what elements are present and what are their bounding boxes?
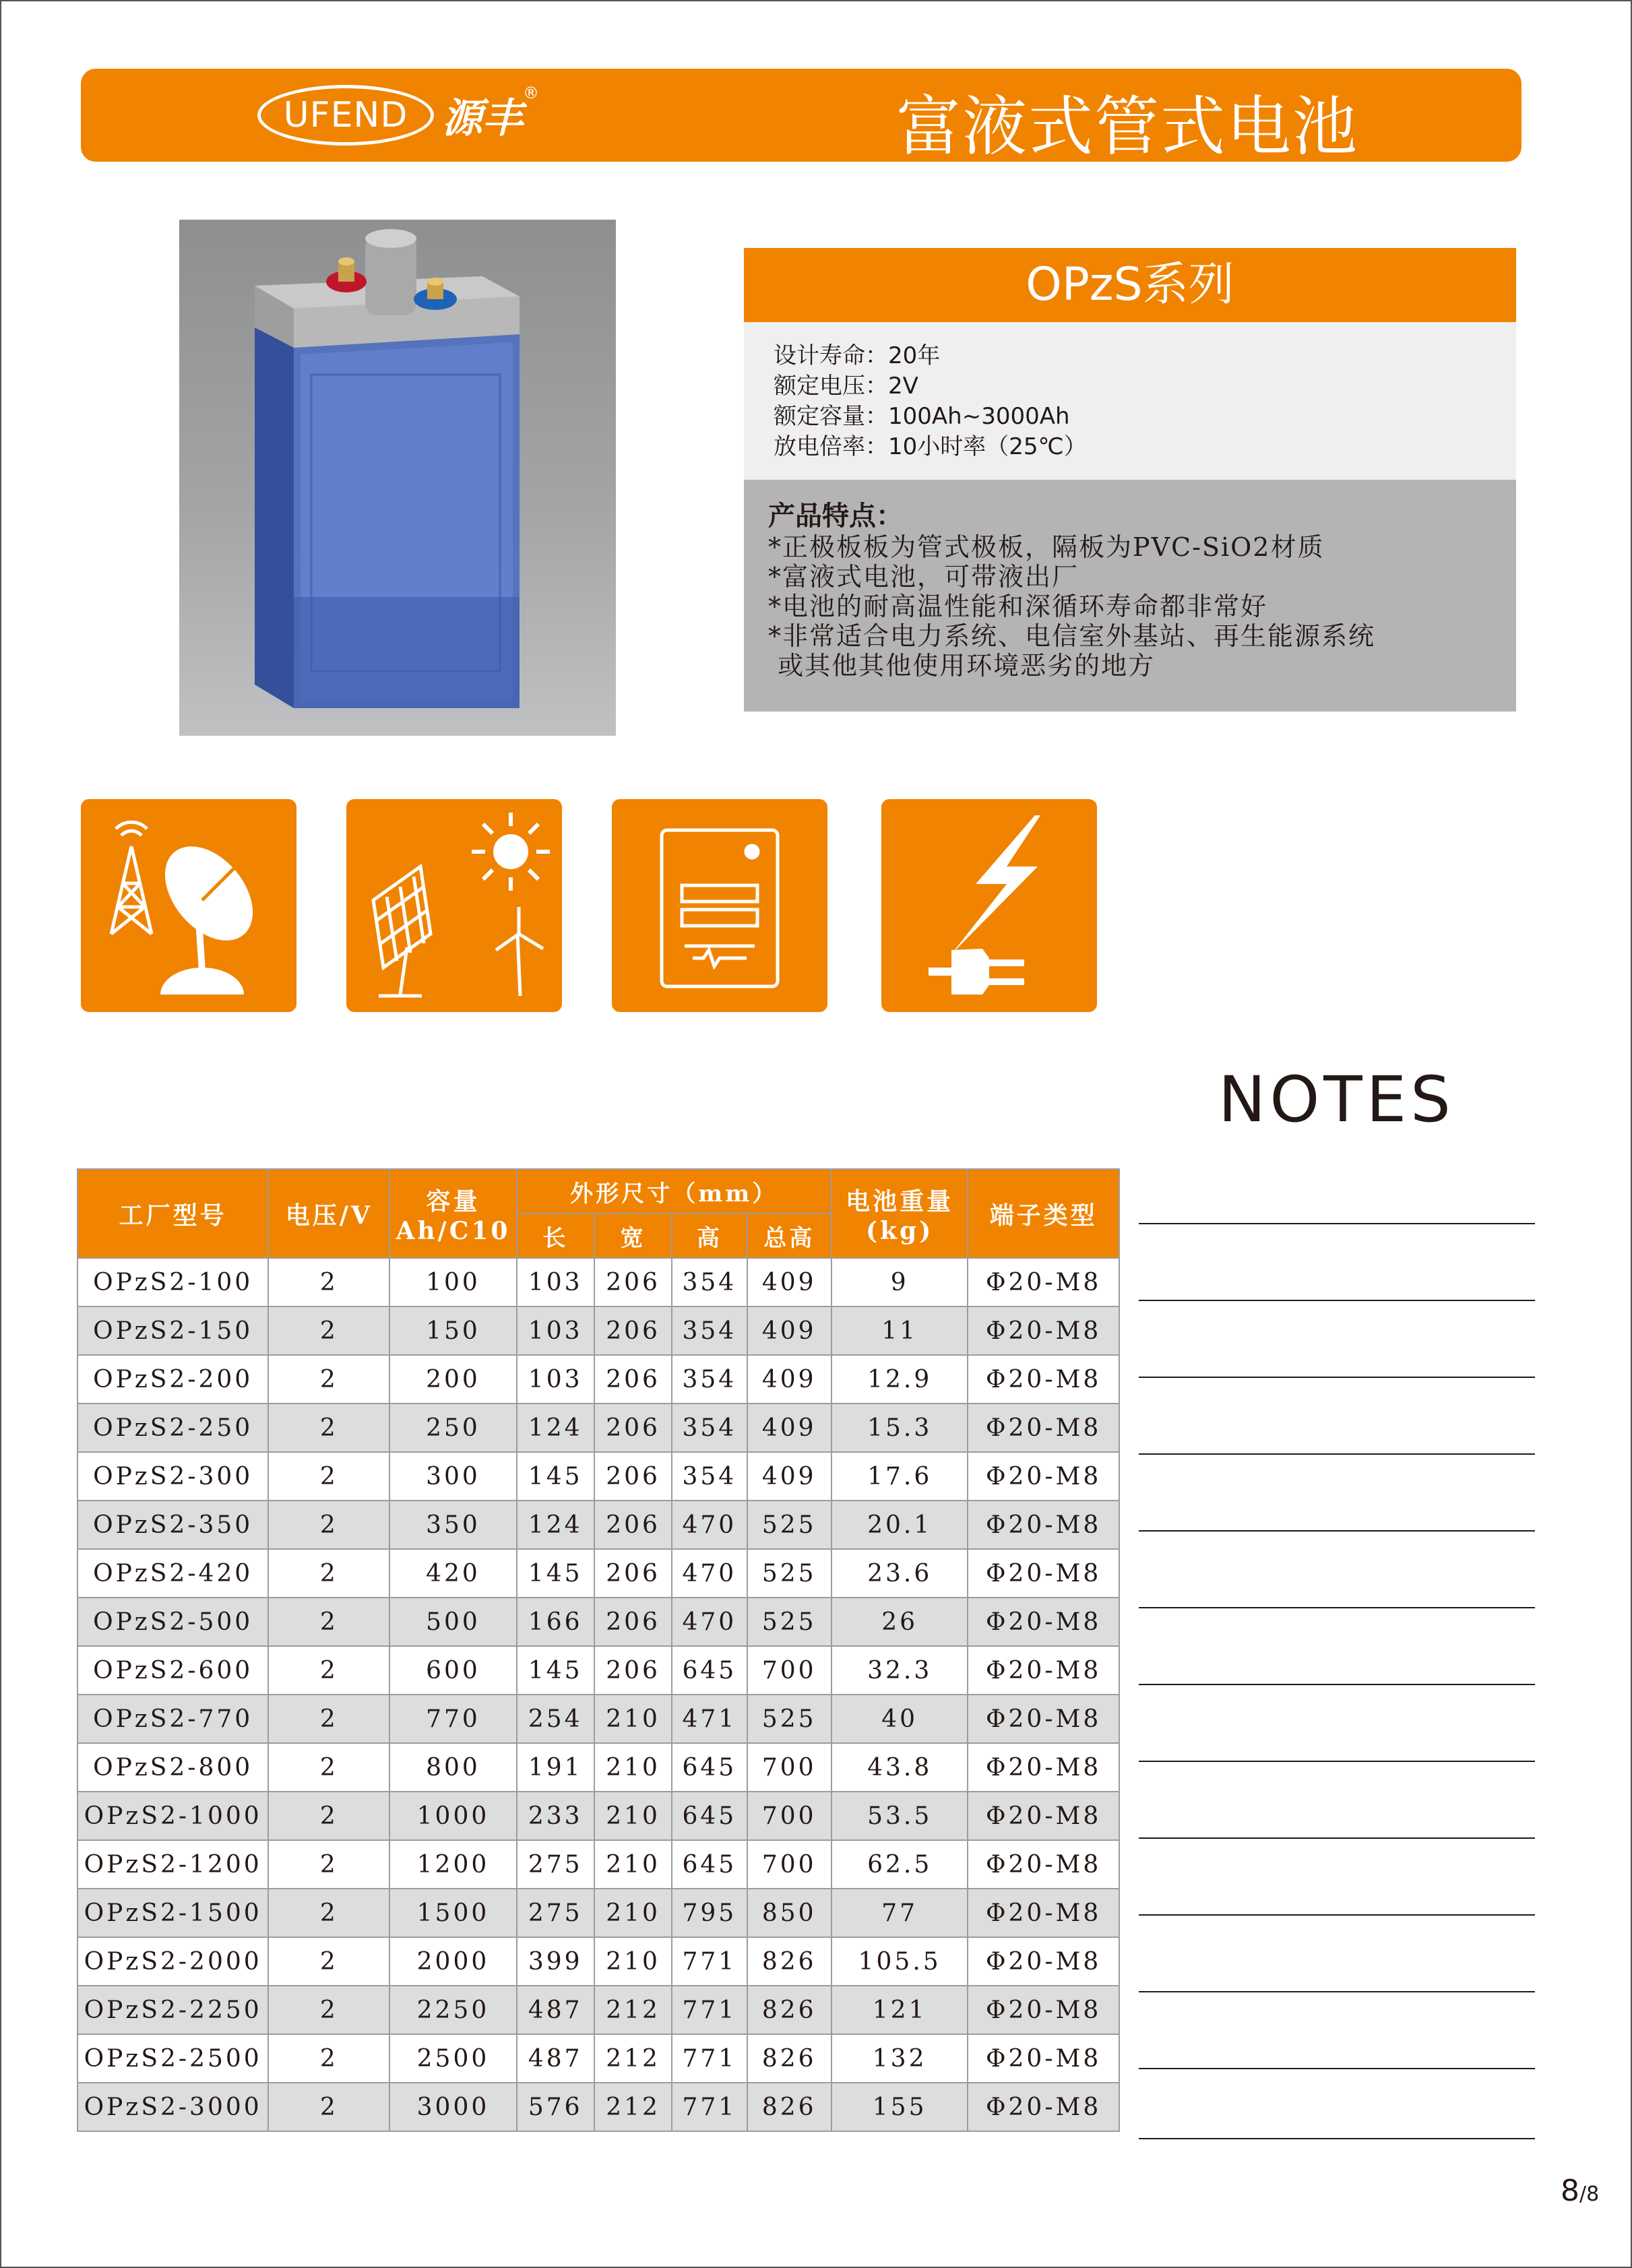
brand-logo — [257, 85, 539, 146]
cell-length: 191 — [517, 1743, 594, 1792]
cell-width: 212 — [594, 2083, 672, 2131]
cell-voltage: 2 — [268, 1840, 389, 1889]
table-body — [77, 1258, 1119, 2131]
cell-height: 645 — [672, 1792, 747, 1840]
cell-model: OPzS2-2000 — [77, 1937, 268, 1986]
solar-wind-energy-icon — [346, 799, 562, 1012]
cell-terminal: Φ20-M8 — [968, 1743, 1119, 1792]
header-total-height: 总高 — [747, 1214, 831, 1258]
table-row — [77, 2034, 1119, 2083]
cell-model: OPzS2-800 — [77, 1743, 268, 1792]
cell-width: 210 — [594, 1695, 672, 1743]
cell-voltage: 2 — [268, 1306, 389, 1355]
table-row — [77, 1598, 1119, 1646]
ups-power-cabinet-icon — [612, 799, 827, 1012]
cell-terminal: Φ20-M8 — [968, 1501, 1119, 1549]
cell-capacity: 2250 — [389, 1986, 516, 2034]
cell-height: 771 — [672, 1937, 747, 1986]
cell-model: OPzS2-200 — [77, 1355, 268, 1404]
cell-height: 354 — [672, 1355, 747, 1404]
note-line — [1139, 1530, 1535, 1532]
cell-capacity: 300 — [389, 1452, 516, 1501]
cell-terminal: Φ20-M8 — [968, 1549, 1119, 1598]
cell-model: OPzS2-250 — [77, 1404, 268, 1452]
cell-total-height: 826 — [747, 2083, 831, 2131]
cell-weight: 9 — [831, 1258, 968, 1306]
cell-voltage: 2 — [268, 1986, 389, 2034]
cell-height: 354 — [672, 1404, 747, 1452]
feature-line: *非常适合电力系统、电信室外基站、再生能源系统 — [768, 621, 1376, 651]
cell-length: 275 — [517, 1840, 594, 1889]
cell-total-height: 850 — [747, 1889, 831, 1937]
header-weight-top: 电池重量 — [846, 1187, 954, 1216]
feature-line: *正极板板为管式极板，隔板为PVC-SiO2材质 — [768, 532, 1325, 562]
cell-width: 206 — [594, 1549, 672, 1598]
cell-total-height: 826 — [747, 1937, 831, 1986]
header-terminal: 端子类型 — [968, 1169, 1119, 1258]
cell-total-height: 700 — [747, 1840, 831, 1889]
cell-length: 487 — [517, 2034, 594, 2083]
cell-weight: 62.5 — [831, 1840, 968, 1889]
table-row — [77, 1695, 1119, 1743]
table-row — [77, 1501, 1119, 1549]
cell-capacity: 100 — [389, 1258, 516, 1306]
cell-model: OPzS2-100 — [77, 1258, 268, 1306]
cell-model: OPzS2-770 — [77, 1695, 268, 1743]
header-capacity-bottom: Ah/C10 — [396, 1216, 511, 1245]
cell-voltage: 2 — [268, 1743, 389, 1792]
cell-length: 166 — [517, 1598, 594, 1646]
cell-length: 103 — [517, 1306, 594, 1355]
cell-model: OPzS2-2500 — [77, 2034, 268, 2083]
cell-weight: 40 — [831, 1695, 968, 1743]
cell-weight: 17.6 — [831, 1452, 968, 1501]
cell-weight: 20.1 — [831, 1501, 968, 1549]
cell-model: OPzS2-2250 — [77, 1986, 268, 2034]
cell-height: 771 — [672, 2034, 747, 2083]
cell-weight: 132 — [831, 2034, 968, 2083]
cell-weight: 155 — [831, 2083, 968, 2131]
header-height: 高 — [672, 1214, 747, 1258]
cell-total-height: 409 — [747, 1306, 831, 1355]
cell-capacity: 800 — [389, 1743, 516, 1792]
logo-text: UFEND — [257, 85, 434, 146]
battery-photo — [179, 220, 616, 736]
cell-width: 210 — [594, 1792, 672, 1840]
cell-voltage: 2 — [268, 1452, 389, 1501]
cell-length: 233 — [517, 1792, 594, 1840]
cell-length: 576 — [517, 2083, 594, 2131]
cell-weight: 105.5 — [831, 1937, 968, 1986]
cell-model: OPzS2-1200 — [77, 1840, 268, 1889]
cell-model: OPzS2-350 — [77, 1501, 268, 1549]
table-row — [77, 1404, 1119, 1452]
cell-capacity: 1000 — [389, 1792, 516, 1840]
cell-weight: 12.9 — [831, 1355, 968, 1404]
cell-capacity: 770 — [389, 1695, 516, 1743]
table-row — [77, 1258, 1119, 1306]
cell-total-height: 826 — [747, 1986, 831, 2034]
spec-rated-capacity: 额定容量：100Ah~3000Ah — [774, 403, 1070, 430]
series-title: OPzS系列 — [744, 248, 1516, 322]
cell-total-height: 409 — [747, 1258, 831, 1306]
cell-terminal: Φ20-M8 — [968, 1598, 1119, 1646]
cell-width: 206 — [594, 1598, 672, 1646]
table-row — [77, 2083, 1119, 2131]
cell-voltage: 2 — [268, 1258, 389, 1306]
note-line — [1139, 1991, 1535, 1992]
cell-height: 354 — [672, 1258, 747, 1306]
cell-weight: 53.5 — [831, 1792, 968, 1840]
cell-terminal: Φ20-M8 — [968, 2083, 1119, 2131]
cell-total-height: 826 — [747, 2034, 831, 2083]
cell-capacity: 600 — [389, 1646, 516, 1695]
cell-capacity: 500 — [389, 1598, 516, 1646]
logo-cn-text: 源丰 — [442, 95, 523, 142]
cell-voltage: 2 — [268, 1889, 389, 1937]
cell-width: 210 — [594, 1840, 672, 1889]
cell-weight: 121 — [831, 1986, 968, 2034]
cell-voltage: 2 — [268, 2034, 389, 2083]
spec-design-life: 设计寿命：20年 — [774, 342, 941, 369]
cell-terminal: Φ20-M8 — [968, 1404, 1119, 1452]
cell-width: 210 — [594, 1937, 672, 1986]
table-row — [77, 1840, 1119, 1889]
table-row — [77, 1452, 1119, 1501]
feature-line: *富液式电池，可带液出厂 — [768, 562, 1079, 592]
header-length: 长 — [517, 1214, 594, 1258]
cell-voltage: 2 — [268, 1937, 389, 1986]
header-capacity — [389, 1169, 516, 1258]
cell-width: 212 — [594, 2034, 672, 2083]
cell-capacity: 150 — [389, 1306, 516, 1355]
cell-voltage: 2 — [268, 1404, 389, 1452]
cell-total-height: 525 — [747, 1501, 831, 1549]
cell-width: 206 — [594, 1452, 672, 1501]
cell-height: 470 — [672, 1501, 747, 1549]
registered-mark: ® — [523, 84, 539, 102]
cell-capacity: 200 — [389, 1355, 516, 1404]
cell-model: OPzS2-600 — [77, 1646, 268, 1695]
cell-terminal: Φ20-M8 — [968, 1258, 1119, 1306]
cell-length: 103 — [517, 1258, 594, 1306]
cell-length: 275 — [517, 1889, 594, 1937]
cell-capacity: 1200 — [389, 1840, 516, 1889]
cell-length: 254 — [517, 1695, 594, 1743]
note-line — [1139, 1914, 1535, 1916]
header-capacity-top: 容量 — [426, 1187, 480, 1216]
header-width: 宽 — [594, 1214, 672, 1258]
cell-model: OPzS2-1500 — [77, 1889, 268, 1937]
cell-length: 124 — [517, 1404, 594, 1452]
cell-length: 399 — [517, 1937, 594, 1986]
note-line — [1139, 1223, 1535, 1224]
cell-width: 210 — [594, 1743, 672, 1792]
header-voltage: 电压/V — [268, 1169, 389, 1258]
cell-height: 645 — [672, 1743, 747, 1792]
table-row — [77, 1937, 1119, 1986]
features-box — [744, 480, 1516, 712]
header-weight-bottom: (kg) — [866, 1216, 934, 1245]
cell-total-height: 700 — [747, 1743, 831, 1792]
cell-voltage: 2 — [268, 1792, 389, 1840]
cell-model: OPzS2-1000 — [77, 1792, 268, 1840]
cell-capacity: 420 — [389, 1549, 516, 1598]
cell-weight: 32.3 — [831, 1646, 968, 1695]
cell-total-height: 409 — [747, 1452, 831, 1501]
spec-rated-voltage: 额定电压：2V — [774, 373, 918, 400]
header-weight — [831, 1169, 968, 1258]
cell-weight: 43.8 — [831, 1743, 968, 1792]
cell-terminal: Φ20-M8 — [968, 1937, 1119, 1986]
cell-total-height: 700 — [747, 1792, 831, 1840]
spec-list — [744, 322, 1516, 480]
cell-model: OPzS2-3000 — [77, 2083, 268, 2131]
feature-line: 或其他其他使用环境恶劣的地方 — [768, 651, 1156, 681]
cell-height: 645 — [672, 1646, 747, 1695]
note-line — [1139, 1837, 1535, 1839]
cell-height: 470 — [672, 1598, 747, 1646]
cell-weight: 15.3 — [831, 1404, 968, 1452]
table-row — [77, 1889, 1119, 1937]
cell-model: OPzS2-500 — [77, 1598, 268, 1646]
header-dimensions: 外形尺寸（mm） — [517, 1169, 831, 1214]
cell-width: 206 — [594, 1355, 672, 1404]
cell-total-height: 525 — [747, 1695, 831, 1743]
cell-capacity: 3000 — [389, 2083, 516, 2131]
cell-length: 145 — [517, 1452, 594, 1501]
cell-capacity: 2000 — [389, 1937, 516, 1986]
cell-length: 103 — [517, 1355, 594, 1404]
table-row — [77, 1355, 1119, 1404]
cell-capacity: 1500 — [389, 1889, 516, 1937]
cell-width: 210 — [594, 1889, 672, 1937]
cell-length: 124 — [517, 1501, 594, 1549]
note-line — [1139, 1607, 1535, 1608]
cell-terminal: Φ20-M8 — [968, 1695, 1119, 1743]
header-model: 工厂型号 — [77, 1169, 268, 1258]
cell-width: 206 — [594, 1258, 672, 1306]
cell-height: 471 — [672, 1695, 747, 1743]
table-row — [77, 1306, 1119, 1355]
page-total: /8 — [1579, 2182, 1600, 2206]
table-row — [77, 1986, 1119, 2034]
cell-total-height: 409 — [747, 1355, 831, 1404]
cell-terminal: Φ20-M8 — [968, 1452, 1119, 1501]
cell-voltage: 2 — [268, 1355, 389, 1404]
note-line — [1139, 2068, 1535, 2069]
page-number — [1561, 2174, 1599, 2208]
cell-voltage: 2 — [268, 1646, 389, 1695]
cell-length: 145 — [517, 1646, 594, 1695]
table-row — [77, 1743, 1119, 1792]
notes-title: NOTES — [1218, 1063, 1455, 1137]
feature-line: *电池的耐高温性能和深循环寿命都非常好 — [768, 592, 1268, 621]
page-title: 富液式管式电池 — [896, 89, 1358, 164]
cell-width: 206 — [594, 1646, 672, 1695]
cell-length: 145 — [517, 1549, 594, 1598]
cell-voltage: 2 — [268, 1501, 389, 1549]
lightning-plug-icon — [881, 799, 1097, 1012]
page-current: 8 — [1561, 2174, 1579, 2208]
cell-total-height: 525 — [747, 1598, 831, 1646]
note-line — [1139, 1761, 1535, 1762]
features-title: 产品特点： — [768, 501, 903, 532]
cell-capacity: 2500 — [389, 2034, 516, 2083]
cell-terminal: Φ20-M8 — [968, 1840, 1119, 1889]
header-bar — [81, 69, 1521, 162]
cell-height: 354 — [672, 1452, 747, 1501]
table-row — [77, 1549, 1119, 1598]
cell-weight: 23.6 — [831, 1549, 968, 1598]
cell-width: 206 — [594, 1501, 672, 1549]
cell-weight: 77 — [831, 1889, 968, 1937]
telecom-tower-satellite-icon — [81, 799, 296, 1012]
cell-voltage: 2 — [268, 1695, 389, 1743]
table-row — [77, 1646, 1119, 1695]
cell-weight: 26 — [831, 1598, 968, 1646]
note-line — [1139, 1684, 1535, 1685]
cell-model: OPzS2-300 — [77, 1452, 268, 1501]
cell-terminal: Φ20-M8 — [968, 1355, 1119, 1404]
cell-capacity: 250 — [389, 1404, 516, 1452]
spec-discharge-rate: 放电倍率：10小时率（25℃） — [774, 433, 1087, 460]
cell-width: 212 — [594, 1986, 672, 2034]
cell-width: 206 — [594, 1306, 672, 1355]
table-row — [77, 1792, 1119, 1840]
cell-voltage: 2 — [268, 1549, 389, 1598]
note-line — [1139, 1300, 1535, 1301]
cell-total-height: 700 — [747, 1646, 831, 1695]
cell-height: 771 — [672, 2083, 747, 2131]
cell-terminal: Φ20-M8 — [968, 2034, 1119, 2083]
cell-weight: 11 — [831, 1306, 968, 1355]
cell-capacity: 350 — [389, 1501, 516, 1549]
cell-terminal: Φ20-M8 — [968, 1986, 1119, 2034]
cell-height: 354 — [672, 1306, 747, 1355]
cell-terminal: Φ20-M8 — [968, 1792, 1119, 1840]
cell-model: OPzS2-420 — [77, 1549, 268, 1598]
cell-voltage: 2 — [268, 1598, 389, 1646]
cell-terminal: Φ20-M8 — [968, 1889, 1119, 1937]
cell-terminal: Φ20-M8 — [968, 1306, 1119, 1355]
cell-height: 795 — [672, 1889, 747, 1937]
cell-total-height: 525 — [747, 1549, 831, 1598]
cell-length: 487 — [517, 1986, 594, 2034]
cell-terminal: Φ20-M8 — [968, 1646, 1119, 1695]
cell-voltage: 2 — [268, 2083, 389, 2131]
cell-total-height: 409 — [747, 1404, 831, 1452]
cell-height: 645 — [672, 1840, 747, 1889]
cell-width: 206 — [594, 1404, 672, 1452]
note-line — [1139, 1453, 1535, 1455]
note-line — [1139, 2138, 1535, 2139]
cell-model: OPzS2-150 — [77, 1306, 268, 1355]
spec-table — [77, 1168, 1120, 2132]
note-line — [1139, 1377, 1535, 1378]
cell-height: 771 — [672, 1986, 747, 2034]
cell-height: 470 — [672, 1549, 747, 1598]
